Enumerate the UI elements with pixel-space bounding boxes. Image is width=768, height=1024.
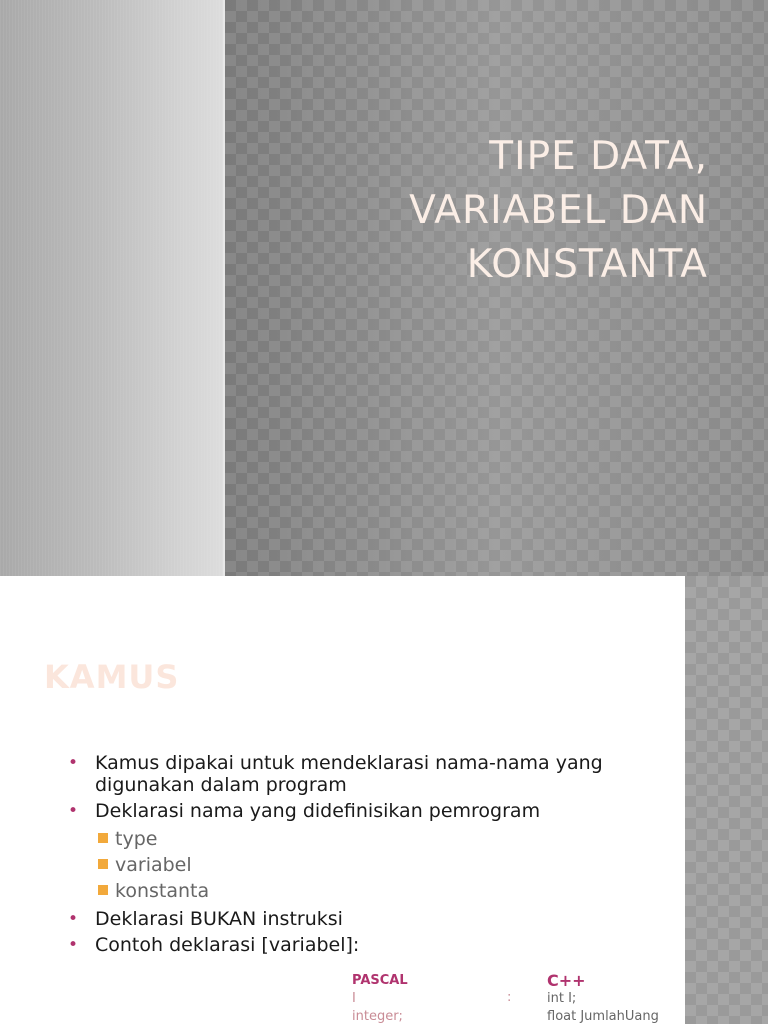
cpp-header: C++: [547, 971, 586, 990]
kamus-slide: [0, 576, 768, 1024]
cpp-line: float JumlahUang: [547, 1009, 659, 1024]
bullet-dot-icon: •: [68, 801, 79, 821]
pascal-colon: :: [507, 990, 512, 1005]
bullet-text: Kamus dipakai untuk mendeklarasi nama-nama yang digunakan dalam program: [95, 752, 603, 796]
cpp-line: int I;: [547, 991, 577, 1006]
bullet-item: [68, 934, 648, 956]
sub-bullet-item: [68, 852, 648, 878]
pascal-line: I: [352, 991, 356, 1006]
square-bullet-icon: [98, 833, 108, 843]
sub-bullet-item: [68, 826, 648, 852]
bullet-dot-icon: •: [68, 753, 79, 773]
bullet-list: [68, 752, 648, 960]
bullet-item: [68, 752, 648, 796]
square-bullet-icon: [98, 859, 108, 869]
side-pattern-strip: [685, 576, 768, 1024]
slide-title: TIPE DATA, VARIABEL DAN KONSTANTA: [409, 134, 708, 287]
bullet-text: Contoh deklarasi [variabel]:: [95, 934, 360, 956]
sub-bullet-text: variabel: [115, 854, 192, 876]
pascal-column: [352, 972, 522, 1024]
cpp-column: [547, 972, 677, 1024]
square-bullet-icon: [98, 885, 108, 895]
left-gradient-panel: [0, 0, 224, 576]
pascal-header: PASCAL: [352, 973, 408, 988]
sub-bullet-text: konstanta: [115, 880, 210, 902]
bullet-dot-icon: •: [68, 909, 79, 929]
bullet-text: Deklarasi BUKAN instruksi: [95, 908, 343, 930]
slide-heading: KAMUS: [44, 658, 180, 696]
bullet-item: [68, 908, 648, 930]
sub-bullet-text: type: [115, 828, 158, 850]
bullet-item: [68, 800, 648, 822]
bullet-dot-icon: •: [68, 935, 79, 955]
bullet-text: Deklarasi nama yang didefinisikan pemrogram: [95, 800, 541, 822]
sub-bullet-item: [68, 878, 648, 904]
pascal-line: integer;: [352, 1009, 403, 1024]
